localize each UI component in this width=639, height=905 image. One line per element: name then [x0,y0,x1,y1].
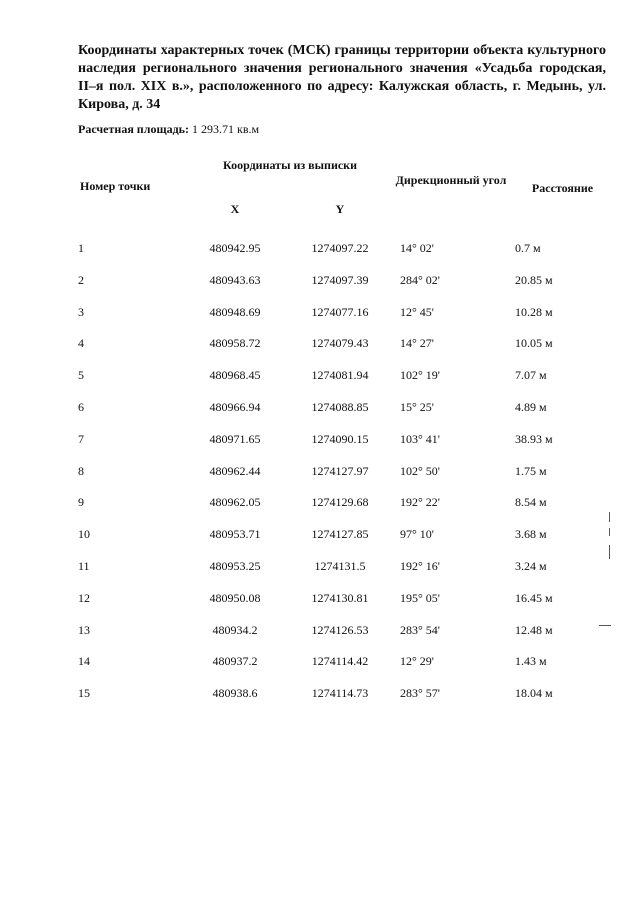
distance: 0.7 м [515,241,541,255]
distance: 8.54 м [515,495,547,510]
distance: 3.68 м [515,527,547,542]
direction-angle: 102° 50' [400,463,440,478]
distance: 1.75 м [515,463,547,478]
point-number: 9 [78,495,84,510]
point-number: 1 [78,241,84,255]
coord-x: 480950.08 [209,590,261,605]
table-row [0,240,639,272]
coord-y: 1274081.94 [311,368,369,383]
direction-angle: 97° 10' [400,527,434,542]
coord-x: 480968.45 [209,368,261,383]
table-row [0,526,639,558]
direction-angle: 12° 29' [400,654,434,669]
coord-x: 480953.71 [209,527,261,542]
coord-x: 480953.25 [209,558,261,573]
point-number: 15 [78,686,90,701]
table-row [0,272,639,304]
direction-angle: 284° 02' [400,272,440,287]
point-number: 13 [78,622,90,637]
scan-mark [609,528,610,536]
coord-y: 1274077.16 [311,304,369,319]
coord-x: 480937.2 [212,654,258,669]
point-number: 14 [78,654,90,669]
distance: 7.07 м [515,368,547,383]
coord-y: 1274126.53 [311,622,369,637]
distance: 4.89 м [515,399,547,414]
coord-y: 1274129.68 [311,495,369,510]
table-row [0,622,639,654]
scan-mark [609,545,610,559]
table-row [0,590,639,622]
table-row [0,685,639,717]
coord-x: 480966.94 [209,399,261,414]
distance: 1.43 м [515,654,547,669]
coord-x: 480962.44 [209,463,261,478]
coord-y: 1274130.81 [311,590,369,605]
point-number: 8 [78,463,84,478]
direction-angle: 15° 25' [400,399,434,414]
coord-x: 480962.05 [209,495,261,510]
distance: 20.85 м [515,272,553,287]
table-row [0,399,639,431]
table-row [0,367,639,399]
direction-angle: 103° 41' [400,431,440,446]
coord-x: 480958.72 [209,336,261,351]
scan-mark [599,625,611,626]
header-coords-group: Координаты из выписки [222,158,358,172]
table-row [0,653,639,685]
coord-x: 480971.65 [209,431,261,446]
coord-x: 480942.95 [209,241,261,255]
point-number: 11 [78,558,90,573]
direction-angle: 14° 27' [400,336,434,351]
point-number: 5 [78,368,84,383]
distance: 12.48 м [515,622,553,637]
point-number: 2 [78,272,84,287]
direction-angle: 195° 05' [400,590,440,605]
coord-y: 1274097.39 [311,272,369,287]
calculated-area [78,121,259,137]
direction-angle: 283° 57' [400,686,440,701]
coord-x: 480943.63 [209,272,261,287]
coord-y: 1274127.85 [311,527,369,542]
distance: 16.45 м [515,590,553,605]
coord-y: 1274097.22 [311,241,369,255]
coord-y: 1274079.43 [311,336,369,351]
scan-mark [609,512,610,522]
table-row [0,335,639,367]
coord-y: 1274131.5 [314,558,366,573]
header-distance: Расстояние [531,181,594,195]
table-row [0,558,639,590]
point-number: 10 [78,527,90,542]
coord-y: 1274114.42 [311,654,369,669]
distance: 18.04 м [515,686,553,701]
area-value: 1 293.71 кв.м [192,122,260,136]
coord-y: 1274127.97 [311,463,369,478]
header-direction-angle: Дирекционный угол [395,173,507,187]
direction-angle: 12° 45' [400,304,434,319]
point-number: 7 [78,431,84,446]
point-number: 3 [78,304,84,319]
coordinates-table [0,240,639,717]
coord-x: 480948.69 [209,304,261,319]
direction-angle: 192° 22' [400,495,440,510]
header-x: X [230,202,240,216]
point-number: 12 [78,590,90,605]
coord-y: 1274090.15 [311,431,369,446]
direction-angle: 283° 54' [400,622,440,637]
coord-x: 480938.6 [212,686,258,701]
distance: 10.28 м [515,304,553,319]
point-number: 4 [78,336,84,351]
direction-angle: 14° 02' [400,241,434,255]
table-row [0,304,639,336]
distance: 38.93 м [515,431,553,446]
point-number: 6 [78,399,84,414]
distance: 3.24 м [515,558,547,573]
coord-y: 1274114.73 [311,686,369,701]
area-label: Расчетная площадь: [78,122,189,136]
document-title: Координаты характерных точек (МСК) границы территории объекта культурного наследия регионального значения регионального значения «Усадьба городская, II–я пол. XIX в.», расположенного по адресу: Калужская область, г. Медынь, ул. Кирова, д. 34 [78,43,606,112]
coord-y: 1274088.85 [311,399,369,414]
direction-angle: 192° 16' [400,558,440,573]
coord-x: 480934.2 [212,622,258,637]
header-point-number: Номер точки [80,179,151,193]
table-row [0,463,639,495]
table-row [0,494,639,526]
distance: 10.05 м [515,336,553,351]
direction-angle: 102° 19' [400,368,440,383]
table-row [0,431,639,463]
header-y: Y [335,202,345,216]
